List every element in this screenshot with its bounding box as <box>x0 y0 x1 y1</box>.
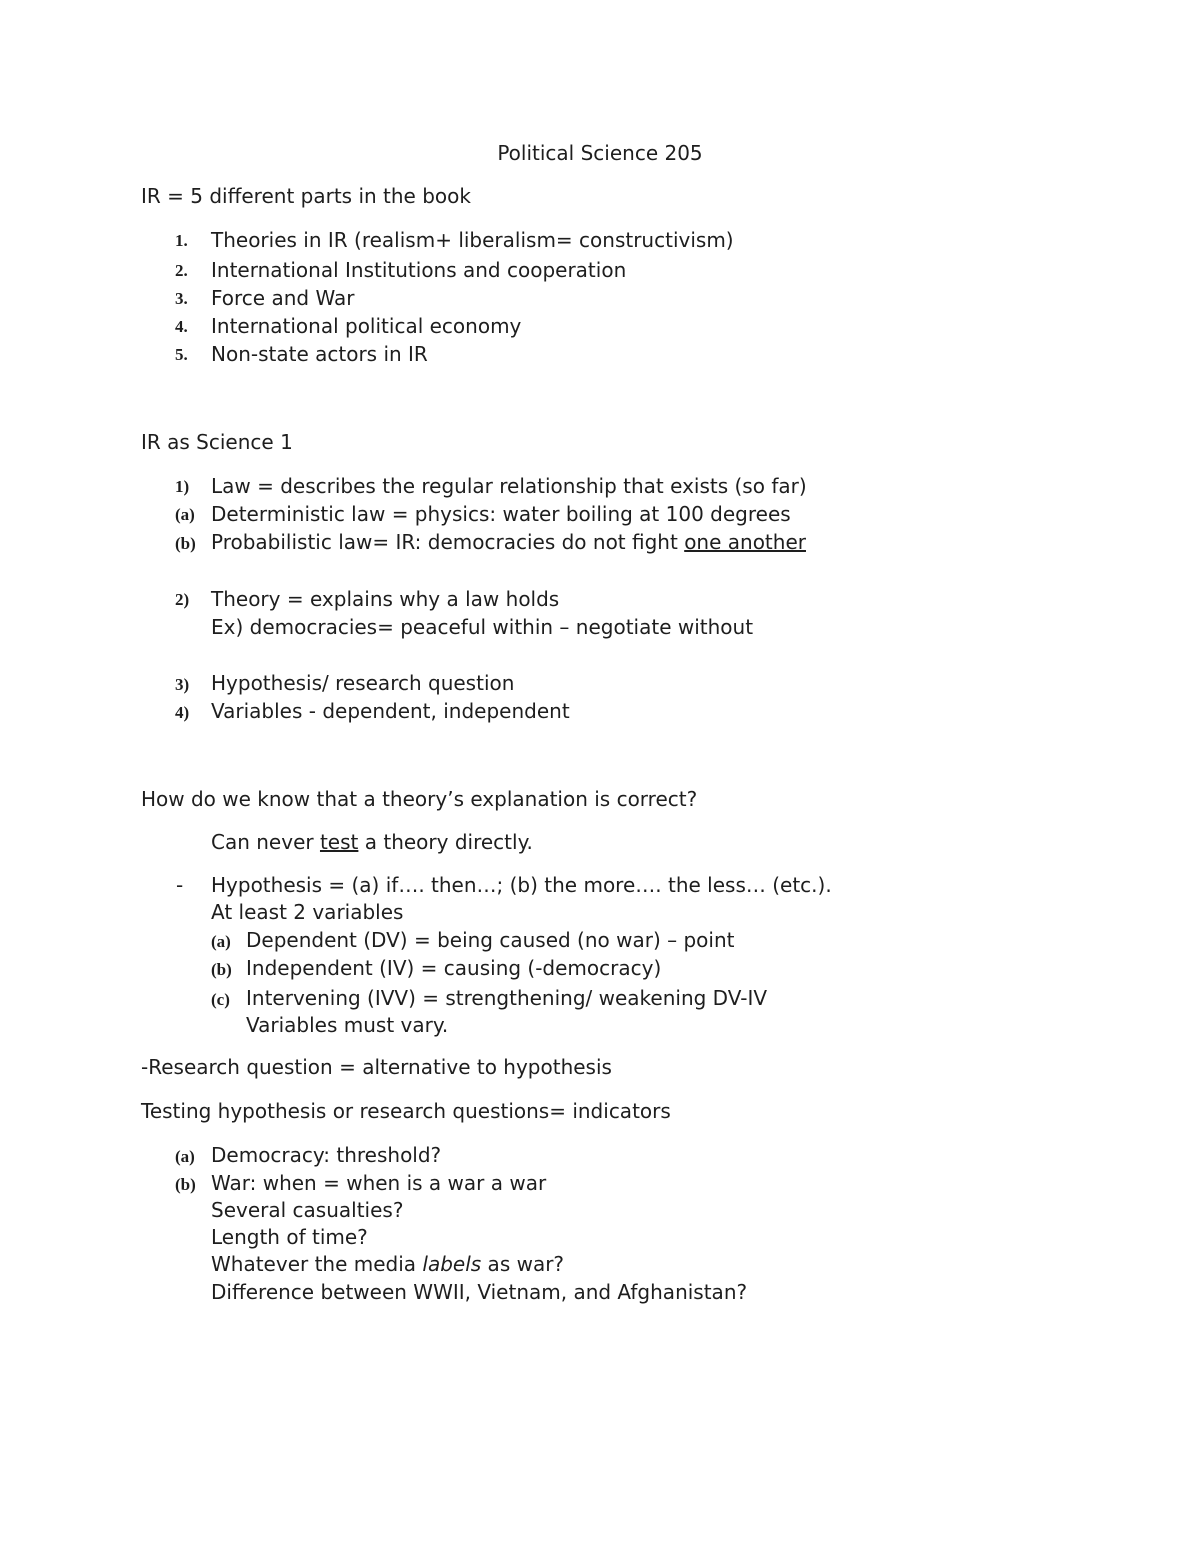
list-marker: (b) <box>175 534 196 553</box>
list-marker: (a) <box>175 505 195 524</box>
list-marker: 1. <box>175 231 188 250</box>
paragraph-line <box>211 830 533 854</box>
intro-line: IR = 5 different parts in the book <box>141 184 471 208</box>
list-item: Non-state actors in IR <box>211 342 428 366</box>
list-item: Deterministic law = physics: water boiling at 100 degrees <box>211 502 791 526</box>
list-marker: 3. <box>175 289 188 308</box>
underlined-text: test <box>319 830 359 854</box>
list-item: Independent (IV) = causing (-democracy) <box>246 956 662 980</box>
list-marker: 5. <box>175 345 188 364</box>
list-item: Intervening (IVV) = strengthening/ weakening DV-IV <box>246 986 768 1010</box>
question-line: How do we know that a theory’s explanation is correct? <box>141 787 698 811</box>
list-item: Theory = explains why a law holds <box>211 587 560 611</box>
list-marker: 4) <box>175 703 190 722</box>
list-marker: (c) <box>211 990 230 1009</box>
paragraph-text: Whatever the media <box>211 1252 423 1276</box>
list-marker: (a) <box>211 932 231 951</box>
section-heading: IR as Science 1 <box>141 430 293 454</box>
list-item <box>211 530 806 554</box>
hypothesis-line: Hypothesis = (a) if…. then…; (b) the more…. the less… (etc.). <box>211 873 832 897</box>
paragraph-line: At least 2 variables <box>211 900 404 924</box>
paragraph-line: Testing hypothesis or research questions= indicators <box>141 1099 671 1123</box>
list-item: Democracy: threshold? <box>211 1143 442 1167</box>
list-marker: (b) <box>211 960 232 979</box>
list-marker: (a) <box>175 1147 195 1166</box>
list-marker: 3) <box>175 675 190 694</box>
list-item: Law = describes the regular relationship that exists (so far) <box>211 474 807 498</box>
paragraph-line: Length of time? <box>211 1225 368 1249</box>
list-marker: 2. <box>175 261 188 280</box>
italic-text: labels <box>422 1252 482 1276</box>
list-item: Force and War <box>211 286 355 310</box>
paragraph-line <box>211 1252 564 1276</box>
paragraph-line: -Research question = alternative to hypothesis <box>141 1055 612 1079</box>
list-item: Theories in IR (realism+ liberalism= constructivism) <box>211 228 734 252</box>
list-item: War: when = when is a war a war <box>211 1171 547 1195</box>
paragraph-line: Variables must vary. <box>246 1013 449 1037</box>
list-marker: 2) <box>175 590 190 609</box>
example-line: Ex) democracies= peaceful within – negotiate without <box>211 615 754 639</box>
paragraph-text: Can never <box>211 830 320 854</box>
list-item: Variables - dependent, independent <box>211 699 570 723</box>
underlined-text: one another <box>684 530 806 554</box>
list-item-text: Probabilistic law= IR: democracies do not fight <box>211 530 685 554</box>
list-marker: 4. <box>175 317 188 336</box>
dash-bullet: - <box>176 873 184 897</box>
paragraph-text: a theory directly. <box>358 830 533 854</box>
list-item: International political economy <box>211 314 522 338</box>
list-item: International Institutions and cooperation <box>211 258 627 282</box>
paragraph-line: Several casualties? <box>211 1198 404 1222</box>
paragraph-line: Difference between WWII, Vietnam, and Afghanistan? <box>211 1280 748 1304</box>
list-marker: (b) <box>175 1175 196 1194</box>
list-marker: 1) <box>175 477 190 496</box>
list-item: Hypothesis/ research question <box>211 671 515 695</box>
list-item: Dependent (DV) = being caused (no war) – point <box>246 928 735 952</box>
paragraph-text: as war? <box>481 1252 565 1276</box>
page-title: Political Science 205 <box>497 141 703 165</box>
